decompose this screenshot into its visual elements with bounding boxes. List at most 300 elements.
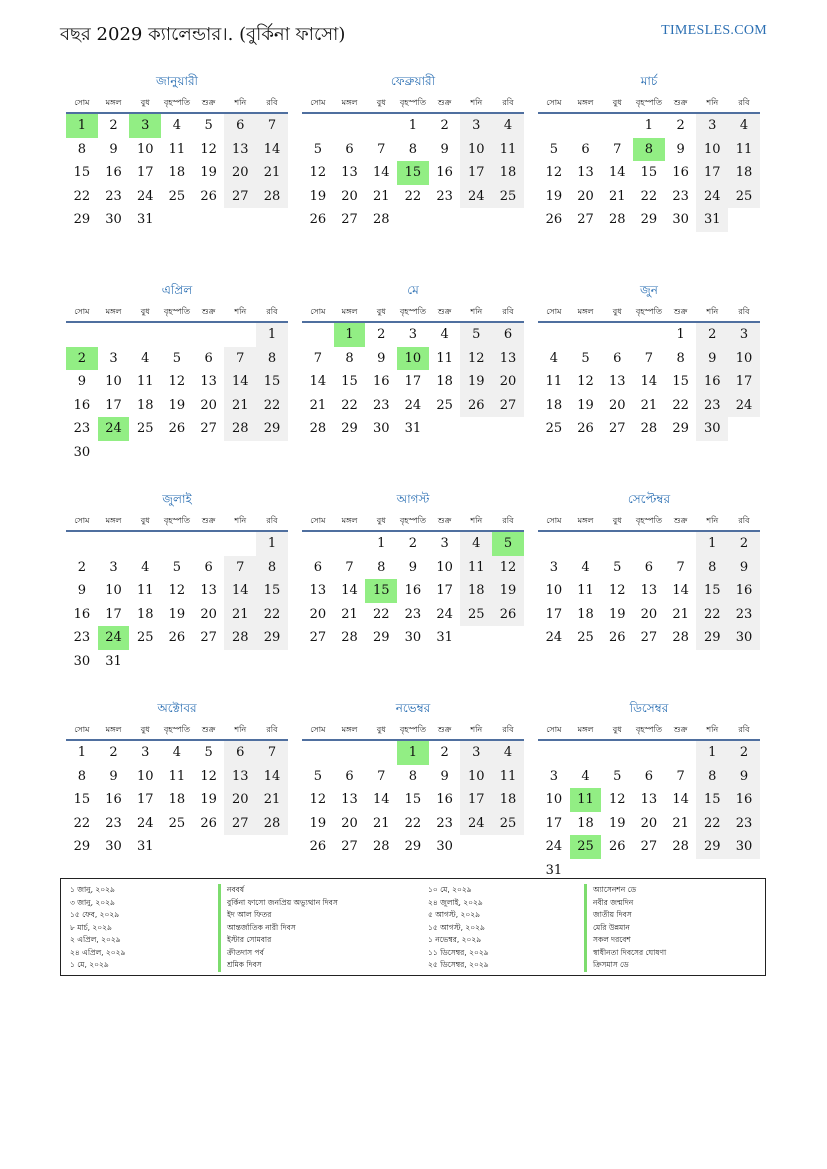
day-cell[interactable]: 31	[105, 653, 122, 669]
day-cell[interactable]: 23	[73, 421, 91, 436]
day-cell[interactable]: 4	[492, 741, 524, 765]
day-cell[interactable]: 2	[377, 327, 386, 342]
day-cell[interactable]: 11	[460, 556, 492, 580]
day-cell[interactable]: 4	[141, 559, 150, 575]
day-cell[interactable]: 18	[545, 397, 563, 413]
day-cell[interactable]: 4	[172, 118, 182, 133]
day-cell[interactable]: 4	[581, 559, 590, 575]
day-cell[interactable]: 12	[577, 374, 594, 389]
day-cell[interactable]: 7	[377, 141, 386, 157]
day-cell[interactable]: 27	[341, 839, 358, 854]
day-cell[interactable]: 30	[436, 839, 453, 854]
day-cell[interactable]: 7	[377, 768, 386, 784]
day-cell[interactable]: 18	[577, 606, 594, 622]
day-cell[interactable]: 10	[460, 765, 492, 789]
day-cell[interactable]: 23	[105, 815, 122, 831]
day-cell[interactable]: 11	[570, 788, 602, 812]
day-cell[interactable]: 25	[492, 812, 524, 836]
day-cell[interactable]: 19	[309, 188, 327, 204]
day-cell[interactable]: 15	[365, 579, 397, 603]
day-cell[interactable]: 29	[672, 421, 689, 436]
day-cell[interactable]: 23	[105, 188, 122, 204]
day-cell[interactable]: 21	[341, 606, 358, 622]
day-cell[interactable]: 26	[460, 394, 492, 418]
day-cell[interactable]: 5	[460, 323, 492, 347]
day-cell[interactable]: 22	[256, 603, 288, 627]
day-cell[interactable]: 17	[728, 370, 760, 394]
day-cell[interactable]: 28	[256, 812, 288, 836]
day-cell[interactable]: 16	[73, 606, 91, 622]
day-cell[interactable]: 8	[696, 556, 728, 580]
day-cell[interactable]: 30	[404, 630, 422, 645]
day-cell[interactable]: 14	[672, 792, 689, 807]
day-cell[interactable]: 3	[549, 559, 558, 575]
day-cell[interactable]: 2	[440, 118, 449, 133]
day-cell[interactable]: 24	[728, 394, 760, 418]
day-cell[interactable]: 18	[577, 815, 594, 831]
day-cell[interactable]: 9	[728, 556, 760, 580]
day-cell[interactable]: 14	[224, 370, 256, 394]
day-cell[interactable]: 27	[224, 185, 256, 209]
day-cell[interactable]: 1	[408, 118, 418, 133]
day-cell[interactable]: 29	[73, 839, 91, 854]
day-cell[interactable]: 2	[696, 323, 728, 347]
day-cell[interactable]: 19	[545, 188, 563, 204]
day-cell[interactable]: 15	[341, 374, 358, 389]
day-cell[interactable]: 26	[577, 421, 594, 436]
day-cell[interactable]: 7	[676, 559, 685, 575]
day-cell[interactable]: 13	[577, 165, 594, 180]
day-cell[interactable]: 31	[696, 208, 728, 232]
day-cell[interactable]: 16	[728, 788, 760, 812]
day-cell[interactable]: 13	[608, 374, 626, 389]
day-cell[interactable]: 8	[377, 559, 386, 575]
day-cell[interactable]: 11	[577, 583, 594, 598]
day-cell[interactable]: 21	[256, 788, 288, 812]
day-cell[interactable]: 27	[341, 212, 358, 227]
day-cell[interactable]: 29	[73, 212, 91, 227]
day-cell[interactable]: 13	[200, 583, 217, 598]
day-cell[interactable]: 24	[98, 626, 130, 650]
day-cell[interactable]: 12	[200, 141, 217, 157]
day-cell[interactable]: 11	[492, 138, 524, 162]
day-cell[interactable]: 22	[672, 397, 689, 413]
day-cell[interactable]: 23	[728, 603, 760, 627]
day-cell[interactable]: 12	[545, 165, 563, 180]
day-cell[interactable]: 18	[136, 397, 154, 413]
day-cell[interactable]: 19	[200, 165, 217, 180]
day-cell[interactable]: 24	[460, 812, 492, 836]
day-cell[interactable]: 14	[341, 583, 358, 598]
day-cell[interactable]: 6	[345, 141, 354, 157]
day-cell[interactable]: 14	[256, 138, 288, 162]
day-cell[interactable]: 25	[728, 185, 760, 209]
day-cell[interactable]: 15	[73, 165, 91, 180]
day-cell[interactable]: 6	[613, 350, 622, 366]
day-cell[interactable]: 18	[492, 161, 524, 185]
day-cell[interactable]: 2	[109, 745, 118, 760]
day-cell[interactable]: 1	[256, 532, 288, 556]
day-cell[interactable]: 23	[436, 188, 453, 204]
day-cell[interactable]: 18	[436, 374, 453, 389]
day-cell[interactable]: 25	[545, 421, 563, 436]
day-cell[interactable]: 20	[341, 815, 358, 831]
day-cell[interactable]: 1	[696, 741, 728, 765]
day-cell[interactable]: 2	[109, 118, 118, 133]
day-cell[interactable]: 19	[168, 397, 186, 413]
day-cell[interactable]: 11	[168, 768, 186, 784]
day-cell[interactable]: 28	[256, 185, 288, 209]
day-cell[interactable]: 13	[224, 138, 256, 162]
day-cell[interactable]: 27	[640, 630, 658, 645]
day-cell[interactable]: 10	[397, 347, 429, 371]
day-cell[interactable]: 9	[440, 141, 449, 157]
day-cell[interactable]: 29	[256, 417, 288, 441]
day-cell[interactable]: 10	[545, 583, 563, 598]
day-cell[interactable]: 16	[436, 792, 453, 807]
day-cell[interactable]: 2	[66, 347, 98, 371]
day-cell[interactable]: 29	[404, 839, 422, 854]
day-cell[interactable]: 26	[168, 630, 186, 645]
day-cell[interactable]: 8	[256, 556, 288, 580]
day-cell[interactable]: 5	[613, 768, 622, 784]
day-cell[interactable]: 28	[372, 839, 390, 854]
day-cell[interactable]: 30	[73, 653, 91, 669]
day-cell[interactable]: 21	[224, 394, 256, 418]
day-cell[interactable]: 29	[696, 835, 728, 859]
day-cell[interactable]: 21	[672, 815, 689, 831]
day-cell[interactable]: 10	[460, 138, 492, 162]
day-cell[interactable]: 23	[73, 630, 91, 645]
day-cell[interactable]: 21	[672, 606, 689, 622]
day-cell[interactable]: 9	[676, 141, 685, 157]
day-cell[interactable]: 12	[168, 374, 186, 389]
day-cell[interactable]: 17	[545, 606, 563, 622]
day-cell[interactable]: 5	[313, 141, 322, 157]
day-cell[interactable]: 30	[728, 626, 760, 650]
day-cell[interactable]: 17	[460, 788, 492, 812]
day-cell[interactable]: 7	[256, 114, 288, 138]
day-cell[interactable]: 10	[105, 583, 122, 598]
day-cell[interactable]: 19	[309, 815, 327, 831]
day-cell[interactable]: 7	[224, 347, 256, 371]
day-cell[interactable]: 2	[408, 536, 418, 551]
brand-link[interactable]: TIMESLES.COM	[661, 23, 767, 38]
day-cell[interactable]: 13	[200, 374, 217, 389]
day-cell[interactable]: 14	[309, 374, 327, 389]
day-cell[interactable]: 4	[549, 350, 558, 366]
day-cell[interactable]: 24	[436, 606, 453, 622]
day-cell[interactable]: 7	[613, 141, 622, 157]
day-cell[interactable]: 25	[577, 630, 594, 645]
day-cell[interactable]: 22	[404, 188, 422, 204]
day-cell[interactable]: 17	[136, 165, 154, 180]
day-cell[interactable]: 9	[109, 768, 118, 784]
day-cell[interactable]: 10	[696, 138, 728, 162]
day-cell[interactable]: 16	[105, 165, 122, 180]
day-cell[interactable]: 1	[77, 745, 86, 760]
day-cell[interactable]: 30	[105, 212, 122, 227]
day-cell[interactable]: 23	[696, 394, 728, 418]
day-cell[interactable]: 19	[168, 606, 186, 622]
day-cell[interactable]: 22	[256, 394, 288, 418]
day-cell[interactable]: 15	[640, 165, 658, 180]
day-cell[interactable]: 30	[73, 444, 91, 460]
day-cell[interactable]: 28	[608, 212, 626, 227]
day-cell[interactable]: 23	[672, 188, 689, 204]
day-cell[interactable]: 25	[136, 421, 154, 436]
day-cell[interactable]: 26	[200, 815, 217, 831]
day-cell[interactable]: 5	[204, 745, 213, 760]
day-cell[interactable]: 31	[545, 862, 563, 878]
day-cell[interactable]: 9	[377, 350, 386, 366]
day-cell[interactable]: 28	[224, 417, 256, 441]
day-cell[interactable]: 27	[200, 630, 217, 645]
day-cell[interactable]: 29	[256, 626, 288, 650]
day-cell[interactable]: 5	[549, 141, 558, 157]
day-cell[interactable]: 18	[136, 606, 154, 622]
day-cell[interactable]: 16	[105, 792, 122, 807]
day-cell[interactable]: 3	[728, 323, 760, 347]
day-cell[interactable]: 5	[172, 559, 182, 575]
day-cell[interactable]: 19	[460, 370, 492, 394]
day-cell[interactable]: 4	[492, 114, 524, 138]
day-cell[interactable]: 25	[460, 603, 492, 627]
day-cell[interactable]: 21	[608, 188, 626, 204]
day-cell[interactable]: 22	[73, 188, 91, 204]
day-cell[interactable]: 25	[168, 815, 186, 831]
day-cell[interactable]: 2	[77, 559, 86, 575]
day-cell[interactable]: 18	[460, 579, 492, 603]
day-cell[interactable]: 26	[492, 603, 524, 627]
day-cell[interactable]: 22	[640, 188, 658, 204]
day-cell[interactable]: 3	[109, 559, 118, 575]
day-cell[interactable]: 31	[404, 421, 422, 436]
day-cell[interactable]: 1	[644, 118, 654, 133]
day-cell[interactable]: 25	[136, 630, 154, 645]
day-cell[interactable]: 12	[309, 165, 327, 180]
day-cell[interactable]: 27	[309, 630, 327, 645]
day-cell[interactable]: 1	[256, 323, 288, 347]
day-cell[interactable]: 6	[204, 559, 213, 575]
day-cell[interactable]: 17	[436, 583, 453, 598]
day-cell[interactable]: 8	[77, 768, 86, 784]
day-cell[interactable]: 6	[492, 323, 524, 347]
day-cell[interactable]: 17	[105, 397, 122, 413]
day-cell[interactable]: 28	[341, 630, 358, 645]
day-cell[interactable]: 16	[436, 165, 453, 180]
day-cell[interactable]: 16	[73, 397, 91, 413]
day-cell[interactable]: 25	[168, 188, 186, 204]
day-cell[interactable]: 6	[313, 559, 322, 575]
day-cell[interactable]: 14	[256, 765, 288, 789]
day-cell[interactable]: 15	[696, 788, 728, 812]
day-cell[interactable]: 17	[545, 815, 563, 831]
day-cell[interactable]: 24	[136, 815, 154, 831]
day-cell[interactable]: 16	[372, 374, 390, 389]
day-cell[interactable]: 20	[224, 788, 256, 812]
day-cell[interactable]: 21	[640, 397, 658, 413]
day-cell[interactable]: 3	[440, 536, 449, 551]
day-cell[interactable]: 3	[696, 114, 728, 138]
day-cell[interactable]: 24	[136, 188, 154, 204]
day-cell[interactable]: 2	[676, 118, 685, 133]
day-cell[interactable]: 9	[77, 583, 86, 598]
day-cell[interactable]: 27	[577, 212, 594, 227]
day-cell[interactable]: 11	[728, 138, 760, 162]
day-cell[interactable]: 15	[73, 792, 91, 807]
day-cell[interactable]: 4	[440, 327, 449, 342]
day-cell[interactable]: 31	[136, 212, 154, 227]
day-cell[interactable]: 16	[672, 165, 689, 180]
day-cell[interactable]: 2	[440, 745, 449, 760]
day-cell[interactable]: 17	[136, 792, 154, 807]
day-cell[interactable]: 6	[204, 350, 213, 366]
day-cell[interactable]: 20	[341, 188, 358, 204]
day-cell[interactable]: 19	[608, 815, 626, 831]
day-cell[interactable]: 8	[696, 765, 728, 789]
day-cell[interactable]: 12	[200, 768, 217, 784]
day-cell[interactable]: 6	[224, 114, 256, 138]
day-cell[interactable]: 29	[372, 630, 390, 645]
day-cell[interactable]: 8	[256, 347, 288, 371]
day-cell[interactable]: 3	[141, 745, 150, 760]
day-cell[interactable]: 22	[404, 815, 422, 831]
day-cell[interactable]: 9	[696, 347, 728, 371]
day-cell[interactable]: 27	[224, 812, 256, 836]
day-cell[interactable]: 24	[545, 839, 563, 854]
day-cell[interactable]: 11	[168, 141, 186, 157]
day-cell[interactable]: 17	[404, 374, 422, 389]
day-cell[interactable]: 28	[672, 630, 689, 645]
day-cell[interactable]: 22	[372, 606, 390, 622]
day-cell[interactable]: 14	[372, 165, 390, 180]
day-cell[interactable]: 9	[77, 374, 86, 389]
day-cell[interactable]: 15	[404, 792, 422, 807]
day-cell[interactable]: 25	[436, 397, 453, 413]
day-cell[interactable]: 19	[200, 792, 217, 807]
day-cell[interactable]: 7	[256, 741, 288, 765]
day-cell[interactable]: 12	[492, 556, 524, 580]
day-cell[interactable]: 22	[696, 603, 728, 627]
day-cell[interactable]: 3	[460, 741, 492, 765]
day-cell[interactable]: 6	[345, 768, 354, 784]
day-cell[interactable]: 19	[577, 397, 594, 413]
day-cell[interactable]: 13	[341, 165, 358, 180]
day-cell[interactable]: 11	[545, 374, 563, 389]
day-cell[interactable]: 17	[105, 606, 122, 622]
day-cell[interactable]: 16	[404, 583, 422, 598]
day-cell[interactable]: 19	[608, 606, 626, 622]
day-cell[interactable]: 3	[129, 114, 161, 138]
day-cell[interactable]: 7	[345, 559, 354, 575]
day-cell[interactable]: 25	[570, 835, 602, 859]
day-cell[interactable]: 24	[545, 630, 563, 645]
day-cell[interactable]: 21	[372, 815, 390, 831]
day-cell[interactable]: 9	[109, 141, 118, 157]
day-cell[interactable]: 28	[640, 421, 658, 436]
day-cell[interactable]: 26	[200, 188, 217, 204]
day-cell[interactable]: 11	[136, 374, 154, 389]
day-cell[interactable]: 17	[460, 161, 492, 185]
day-cell[interactable]: 13	[492, 347, 524, 371]
day-cell[interactable]: 18	[168, 165, 186, 180]
day-cell[interactable]: 14	[640, 374, 658, 389]
day-cell[interactable]: 23	[372, 397, 390, 413]
day-cell[interactable]: 14	[608, 165, 626, 180]
day-cell[interactable]: 8	[408, 141, 418, 157]
day-cell[interactable]: 15	[696, 579, 728, 603]
day-cell[interactable]: 26	[545, 212, 563, 227]
day-cell[interactable]: 18	[492, 788, 524, 812]
day-cell[interactable]: 11	[492, 765, 524, 789]
day-cell[interactable]: 7	[313, 350, 322, 366]
day-cell[interactable]: 10	[136, 768, 154, 784]
day-cell[interactable]: 21	[256, 161, 288, 185]
day-cell[interactable]: 7	[676, 768, 685, 784]
day-cell[interactable]: 3	[109, 350, 118, 366]
day-cell[interactable]: 24	[404, 397, 422, 413]
day-cell[interactable]: 22	[696, 812, 728, 836]
day-cell[interactable]: 13	[341, 792, 358, 807]
day-cell[interactable]: 1	[397, 741, 429, 765]
day-cell[interactable]: 2	[728, 741, 760, 765]
day-cell[interactable]: 24	[98, 417, 130, 441]
day-cell[interactable]: 13	[640, 792, 658, 807]
day-cell[interactable]: 5	[313, 768, 322, 784]
day-cell[interactable]: 31	[436, 630, 453, 645]
day-cell[interactable]: 5	[172, 350, 182, 366]
day-cell[interactable]: 27	[492, 394, 524, 418]
day-cell[interactable]: 18	[728, 161, 760, 185]
day-cell[interactable]: 23	[728, 812, 760, 836]
day-cell[interactable]: 26	[309, 839, 327, 854]
day-cell[interactable]: 17	[696, 161, 728, 185]
day-cell[interactable]: 26	[608, 630, 626, 645]
day-cell[interactable]: 30	[672, 212, 689, 227]
day-cell[interactable]: 1	[66, 114, 98, 138]
day-cell[interactable]: 13	[224, 765, 256, 789]
day-cell[interactable]: 7	[644, 350, 654, 366]
day-cell[interactable]: 24	[460, 185, 492, 209]
day-cell[interactable]: 29	[696, 626, 728, 650]
day-cell[interactable]: 15	[256, 370, 288, 394]
day-cell[interactable]: 26	[168, 421, 186, 436]
day-cell[interactable]: 3	[549, 768, 558, 784]
day-cell[interactable]: 19	[492, 579, 524, 603]
day-cell[interactable]: 30	[728, 835, 760, 859]
day-cell[interactable]: 21	[372, 188, 390, 204]
day-cell[interactable]: 12	[460, 347, 492, 371]
day-cell[interactable]: 8	[345, 350, 354, 366]
day-cell[interactable]: 1	[334, 323, 366, 347]
day-cell[interactable]: 10	[436, 559, 453, 575]
day-cell[interactable]: 10	[545, 792, 563, 807]
day-cell[interactable]: 11	[136, 583, 154, 598]
day-cell[interactable]: 5	[581, 350, 590, 366]
day-cell[interactable]: 10	[136, 141, 154, 157]
day-cell[interactable]: 21	[309, 397, 327, 413]
day-cell[interactable]: 31	[136, 839, 154, 854]
day-cell[interactable]: 20	[224, 161, 256, 185]
day-cell[interactable]: 4	[460, 532, 492, 556]
day-cell[interactable]: 13	[309, 583, 327, 598]
day-cell[interactable]: 25	[492, 185, 524, 209]
day-cell[interactable]: 15	[397, 161, 429, 185]
day-cell[interactable]: 10	[728, 347, 760, 371]
day-cell[interactable]: 9	[408, 559, 418, 575]
day-cell[interactable]: 12	[309, 792, 327, 807]
